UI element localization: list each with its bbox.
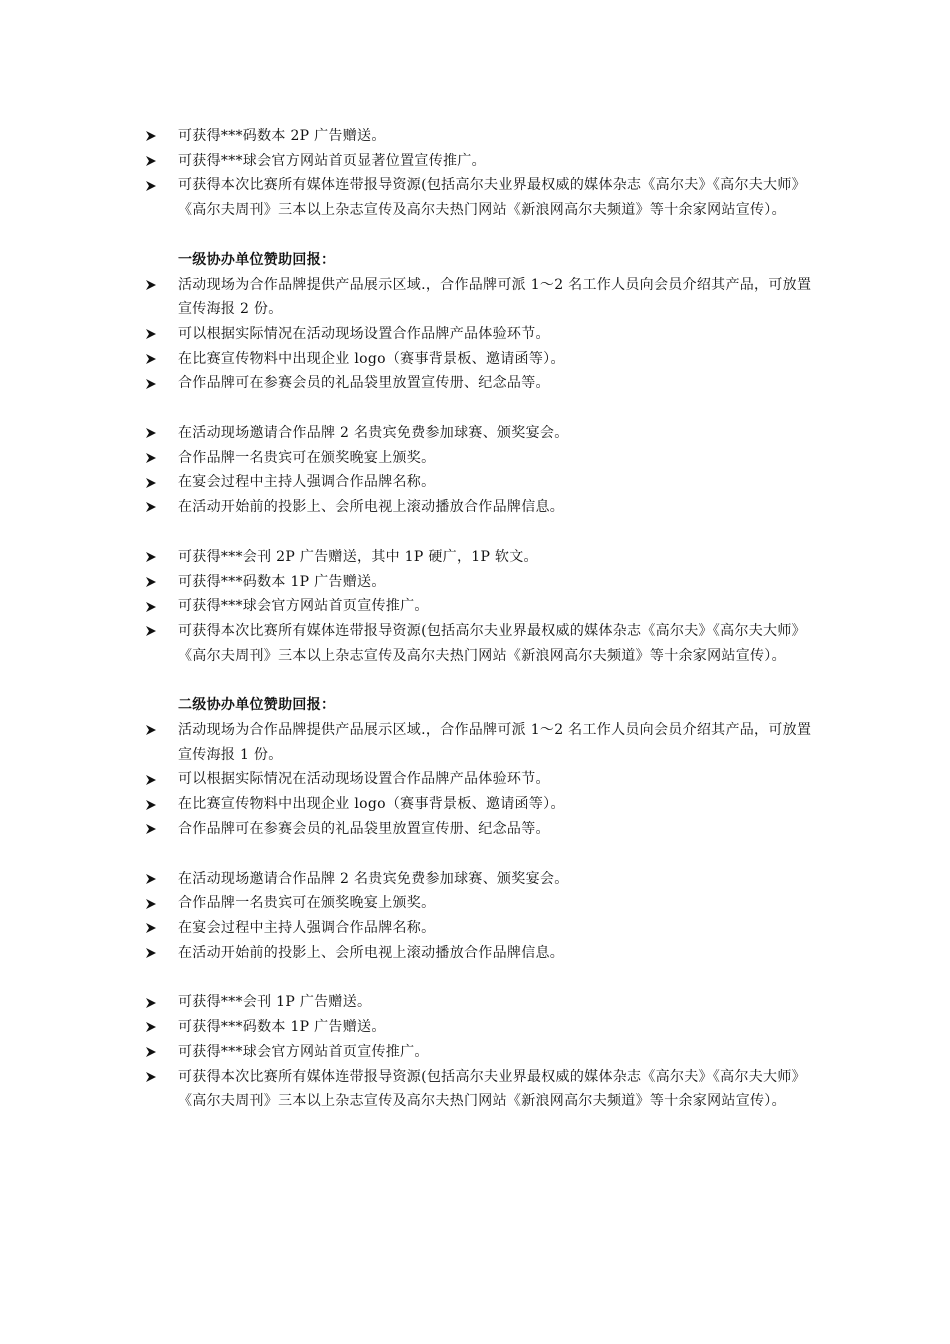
benefit-list-item [145, 990, 815, 1015]
benefit-list [145, 273, 815, 397]
benefit-list [145, 718, 815, 842]
benefit-list-item [145, 941, 815, 966]
benefit-text: 活动现场为合作品牌提供产品展示区域.，合作品牌可派 1～2 名工作人员向会员介绍其产品，可放置宣传海报 1 份。 [178, 722, 812, 763]
benefit-text: 在宴会过程中主持人强调合作品牌名称。 [178, 919, 436, 936]
benefit-text: 可获得***会刊 2P 广告赠送，其中 1P 硬广，1P 软文。 [178, 548, 538, 565]
benefit-list-item [145, 545, 815, 570]
arrow-bullet-icon [145, 273, 159, 298]
benefit-text: 合作品牌可在参赛会员的礼品袋里放置宣传册、纪念品等。 [178, 375, 550, 392]
arrow-bullet-icon [145, 124, 159, 149]
benefit-list [145, 124, 815, 223]
benefit-text: 在活动现场邀请合作品牌 2 名贵宾免费参加球赛、颁奖宴会。 [178, 870, 569, 887]
arrow-bullet-icon [145, 322, 159, 347]
arrow-bullet-icon [145, 347, 159, 372]
group-spacer [145, 842, 815, 867]
arrow-bullet-icon [145, 867, 159, 892]
arrow-bullet-icon [145, 545, 159, 570]
benefit-text: 可获得***球会官方网站首页宣传推广。 [178, 598, 429, 615]
benefit-text: 可获得***会刊 1P 广告赠送。 [178, 994, 372, 1011]
benefit-text: 在活动开始前的投影上、会所电视上滚动播放合作品牌信息。 [178, 944, 565, 961]
benefit-list-item [145, 495, 815, 520]
benefit-list-item [145, 867, 815, 892]
benefit-list-item [145, 470, 815, 495]
benefit-list-item [145, 149, 815, 174]
benefit-list-item [145, 173, 815, 222]
benefit-text: 可获得本次比赛所有媒体连带报导资源(包括高尔夫业界最权威的媒体杂志《高尔夫》《高尔夫大师》《高尔夫周刊》三本以上杂志宣传及高尔夫热门网站《新浪网高尔夫频道》等十余家网站宣传）。 [178, 1068, 806, 1110]
benefit-text: 可获得***球会官方网站首页宣传推广。 [178, 1043, 429, 1060]
section-spacer [145, 223, 815, 248]
benefit-text: 在活动开始前的投影上、会所电视上滚动播放合作品牌信息。 [178, 499, 565, 516]
benefit-list-item [145, 767, 815, 792]
benefit-text: 合作品牌一名贵宾可在颁奖晚宴上颁奖。 [178, 449, 436, 466]
arrow-bullet-icon [145, 570, 159, 595]
group-spacer [145, 520, 815, 545]
arrow-bullet-icon [145, 767, 159, 792]
benefit-text: 在比赛宣传物料中出现企业 logo（赛事背景板、邀请函等）。 [178, 350, 565, 367]
benefit-text: 在活动现场邀请合作品牌 2 名贵宾免费参加球赛、颁奖宴会。 [178, 425, 569, 442]
arrow-bullet-icon [145, 371, 159, 396]
benefit-list-item [145, 718, 815, 767]
benefit-text: 合作品牌可在参赛会员的礼品袋里放置宣传册、纪念品等。 [178, 820, 550, 837]
benefit-text: 可以根据实际情况在活动现场设置合作品牌产品体验环节。 [178, 771, 550, 788]
benefit-list [145, 421, 815, 520]
benefit-text: 活动现场为合作品牌提供产品展示区域.，合作品牌可派 1～2 名工作人员向会员介绍其产品，可放置宣传海报 2 份。 [178, 276, 812, 318]
benefit-list-item [145, 792, 815, 817]
benefit-text: 可获得本次比赛所有媒体连带报导资源(包括高尔夫业界最权威的媒体杂志《高尔夫》《高尔夫大师》《高尔夫周刊》三本以上杂志宣传及高尔夫热门网站《新浪网高尔夫频道》等十余家网站宣传）。 [178, 177, 806, 219]
benefit-list-item [145, 1065, 815, 1114]
benefit-text: 在比赛宣传物料中出现企业 logo（赛事背景板、邀请函等）。 [178, 796, 565, 813]
arrow-bullet-icon [145, 1015, 159, 1040]
arrow-bullet-icon [145, 470, 159, 495]
benefit-text: 可获得***码数本 1P 广告赠送。 [178, 573, 386, 590]
arrow-bullet-icon [145, 817, 159, 842]
arrow-bullet-icon [145, 446, 159, 471]
benefit-list-item [145, 570, 815, 595]
benefit-list-item [145, 594, 815, 619]
benefit-list-item [145, 619, 815, 668]
benefit-list [145, 990, 815, 1114]
benefit-list-item [145, 1040, 815, 1065]
section-heading: 一级协办单位赞助回报： [178, 251, 336, 268]
arrow-bullet-icon [145, 495, 159, 520]
benefit-list-item [145, 891, 815, 916]
benefit-list [145, 545, 815, 669]
arrow-bullet-icon [145, 891, 159, 916]
benefit-list-item [145, 817, 815, 842]
benefit-list-item [145, 273, 815, 322]
sponsorship-benefits-content [145, 124, 815, 1114]
group-spacer [145, 965, 815, 990]
benefit-list-item [145, 421, 815, 446]
benefit-list-item [145, 446, 815, 471]
arrow-bullet-icon [145, 1065, 159, 1090]
benefit-text: 在宴会过程中主持人强调合作品牌名称。 [178, 474, 436, 491]
arrow-bullet-icon [145, 792, 159, 817]
arrow-bullet-icon [145, 594, 159, 619]
arrow-bullet-icon [145, 173, 159, 198]
arrow-bullet-icon [145, 1040, 159, 1065]
benefit-text: 可获得***球会官方网站首页显著位置宣传推广。 [178, 152, 486, 169]
benefit-list-item [145, 347, 815, 372]
benefit-list-item [145, 1015, 815, 1040]
section-spacer [145, 668, 815, 693]
benefit-text: 可获得本次比赛所有媒体连带报导资源(包括高尔夫业界最权威的媒体杂志《高尔夫》《高尔夫大师》《高尔夫周刊》三本以上杂志宣传及高尔夫热门网站《新浪网高尔夫频道》等十余家网站宣传）。 [178, 622, 806, 664]
arrow-bullet-icon [145, 718, 159, 743]
benefit-list-item [145, 124, 815, 149]
benefit-list-item [145, 916, 815, 941]
benefit-text: 合作品牌一名贵宾可在颁奖晚宴上颁奖。 [178, 895, 436, 912]
benefit-text: 可获得***码数本 2P 广告赠送。 [178, 128, 386, 144]
benefit-text: 可获得***码数本 1P 广告赠送。 [178, 1019, 386, 1036]
arrow-bullet-icon [145, 990, 159, 1015]
group-spacer [145, 396, 815, 421]
benefit-text: 可以根据实际情况在活动现场设置合作品牌产品体验环节。 [178, 325, 550, 342]
benefit-list-item [145, 371, 815, 396]
arrow-bullet-icon [145, 421, 159, 446]
arrow-bullet-icon [145, 149, 159, 174]
benefit-list-item [145, 322, 815, 347]
arrow-bullet-icon [145, 941, 159, 966]
section-heading: 二级协办单位赞助回报： [178, 697, 336, 714]
benefit-list [145, 867, 815, 966]
arrow-bullet-icon [145, 916, 159, 941]
arrow-bullet-icon [145, 619, 159, 644]
